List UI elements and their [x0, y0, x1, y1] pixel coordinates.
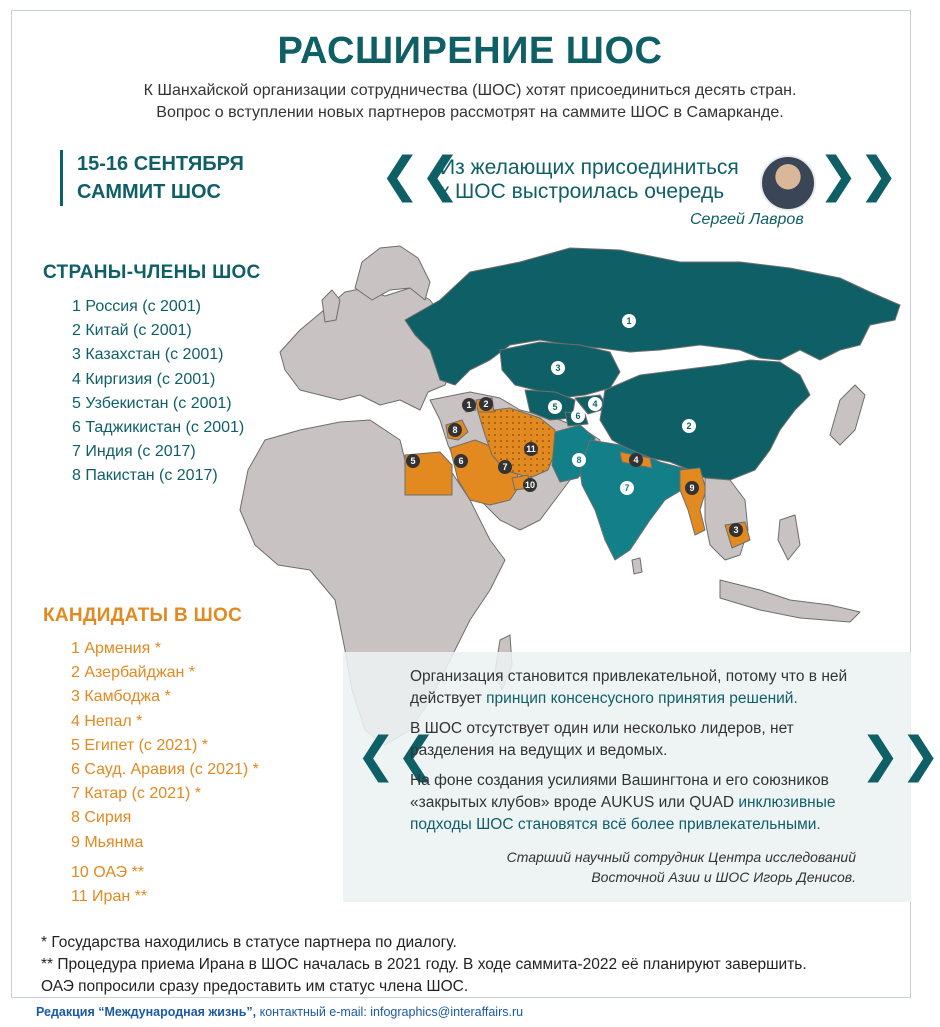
map-marker-candidate-7: [498, 460, 512, 474]
list-item: 4 Непал *: [71, 712, 143, 730]
svg-text:5: 5: [410, 456, 416, 466]
quote-text-span: Организация становится привлекательной, потому что в ней действует: [410, 668, 848, 707]
list-item: 3 Казахстан (с 2001): [72, 346, 224, 364]
map-country-russia: [405, 248, 900, 385]
subtitle-line: Вопрос о вступлении новых партнеров рассмотрят на саммите ШОС в Самарканде.: [156, 104, 784, 121]
candidates-title: КАНДИДАТЫ В ШОС: [43, 605, 243, 626]
map-marker-candidate-6: [454, 454, 468, 468]
list-item: 7 Индия (с 2017): [72, 443, 196, 461]
list-item: 5 Египет (с 2021) *: [71, 736, 208, 754]
svg-text:10: 10: [524, 480, 536, 490]
map-region-indonesia: [720, 580, 860, 622]
list-item: 8 Пакистан (с 2017): [72, 467, 218, 485]
map-region-europe: [280, 288, 452, 410]
map-marker-candidate-8: [448, 423, 462, 437]
summit-dates: [60, 150, 244, 206]
svg-text:6: 6: [458, 456, 464, 466]
map-region-sri-lanka: [632, 558, 642, 574]
map-marker-member-6: [571, 409, 585, 423]
quote-paragraph: В ШОС отсутствует один или несколько лидеров, нет разделения на ведущих и ведомых.: [410, 720, 794, 759]
list-item: 7 Катар (с 2021) *: [71, 785, 201, 803]
svg-text:6: 6: [575, 411, 581, 421]
quote-open-icon: ❮❮: [380, 149, 461, 202]
summit-date-text: 15-16 СЕНТЯБРЯ: [77, 153, 244, 175]
list-item: 1 Россия (с 2001): [72, 298, 201, 315]
quote-open-icon: ❮❮: [356, 729, 437, 782]
map-marker-candidate-9: [685, 481, 699, 495]
quote-paragraph: [410, 770, 870, 836]
map-marker-member-2: [682, 419, 696, 433]
list-item: 1 Армения *: [71, 640, 161, 657]
author-line: Старший научный сотрудник Центра исследований: [506, 849, 856, 865]
svg-text:4: 4: [633, 455, 639, 465]
list-item: 11 Иран **: [71, 888, 148, 906]
svg-text:7: 7: [502, 462, 508, 472]
quote-close-icon: ❯❯: [860, 729, 940, 782]
footnotes: [41, 932, 807, 998]
list-item: 4 Киргизия (с 2001): [72, 370, 216, 388]
svg-text:1: 1: [466, 400, 472, 410]
map-marker-candidate-4: [629, 453, 643, 467]
map-marker-member-1: [622, 314, 636, 328]
list-item: 2 Китай (с 2001): [72, 322, 192, 340]
svg-text:9: 9: [689, 483, 695, 493]
summit-label-text: САММИТ ШОС: [77, 181, 221, 203]
quote-highlight: принцип консенсусного принятия решений.: [486, 690, 798, 707]
list-item: 8 Сирия: [71, 809, 132, 827]
quote-text-span: На фоне создания усилиями Вашингтона и его союзников «закрытых клубов» вроде AUKUS или QUAD: [410, 772, 829, 811]
footnote: ** Процедура приема Ирана в ШОС началась в 2021 году. В ходе саммита-2022 её планируют завершить.: [41, 956, 807, 973]
map-country-myanmar: [680, 468, 706, 535]
map-marker-candidate-3: [729, 523, 743, 537]
footnote: ОАЭ попросили сразу предоставить им статус члена ШОС.: [41, 978, 469, 995]
list-item: 9 Мьянма: [71, 833, 144, 851]
footer-editorial: Редакция “Международная жизнь”,: [36, 1005, 257, 1019]
svg-text:2: 2: [686, 421, 692, 431]
quote-line: Из желающих присоединиться: [440, 156, 739, 179]
footnote: * Государства находились в статусе партнера по диалогу.: [41, 934, 457, 951]
subtitle: [0, 80, 940, 124]
list-item: 3 Камбоджа *: [71, 688, 171, 706]
quote-highlight: инклюзивные подходы ШОС становятся всё более привлекательными.: [410, 794, 836, 833]
map-marker-candidate-11: [524, 442, 538, 456]
quote-author: Сергей Лавров: [690, 211, 804, 228]
expert-quote-text: [410, 666, 870, 844]
quote-paragraph: [410, 666, 870, 710]
map-marker-candidate-1: [462, 398, 476, 412]
map-marker-member-5: [548, 400, 562, 414]
map-marker-member-4: [588, 397, 602, 411]
page-title: РАСШИРЕНИЕ ШОС: [277, 30, 663, 72]
candidates-list: [71, 637, 259, 909]
map-marker-candidate-10: [523, 478, 537, 492]
svg-text:2: 2: [483, 399, 489, 409]
map-marker-member-3: [551, 361, 565, 375]
avatar: [760, 155, 816, 211]
list-item: 5 Узбекистан (с 2001): [72, 394, 232, 412]
map-marker-member-7: [620, 481, 634, 495]
map-region-scandinavia: [355, 246, 430, 300]
svg-text:8: 8: [452, 425, 458, 435]
map-region-philippines: [778, 515, 800, 560]
svg-text:7: 7: [624, 483, 630, 493]
svg-text:11: 11: [526, 444, 536, 454]
map-marker-candidate-5: [406, 454, 420, 468]
list-item: 2 Азербайджан *: [71, 664, 196, 682]
map-region-japan: [830, 385, 865, 445]
list-item: 6 Сауд. Аравия (с 2021) *: [71, 761, 259, 779]
quote-close-icon: ❯❯: [818, 149, 899, 202]
members-list: [72, 295, 244, 489]
map-region-southeast-asia: [705, 478, 748, 560]
map-marker-candidate-2: [479, 397, 493, 411]
author-line: Восточной Азии и ШОС Игорь Денисов.: [591, 869, 856, 885]
svg-text:3: 3: [733, 525, 739, 535]
svg-text:1: 1: [626, 316, 632, 326]
footer-contact: контактный e-mail: infographics@interaffairs.ru: [256, 1005, 524, 1019]
quote-lavrov: [440, 156, 739, 204]
footer-credit: [36, 1005, 523, 1019]
list-item: 10 ОАЭ **: [71, 863, 145, 881]
svg-text:8: 8: [576, 455, 582, 465]
svg-text:3: 3: [555, 363, 561, 373]
members-title: СТРАНЫ-ЧЛЕНЫ ШОС: [43, 262, 261, 283]
expert-author: [430, 847, 856, 887]
svg-text:4: 4: [592, 399, 598, 409]
svg-text:5: 5: [552, 402, 558, 412]
list-item: 6 Таджикистан (с 2001): [72, 419, 245, 437]
subtitle-line: К Шанхайской организации сотрудничества (ШОС) хотят присоединиться десять стран.: [143, 82, 797, 99]
quote-line: к ШОС выстроилась очередь: [440, 180, 725, 203]
map-marker-member-8: [572, 453, 586, 467]
